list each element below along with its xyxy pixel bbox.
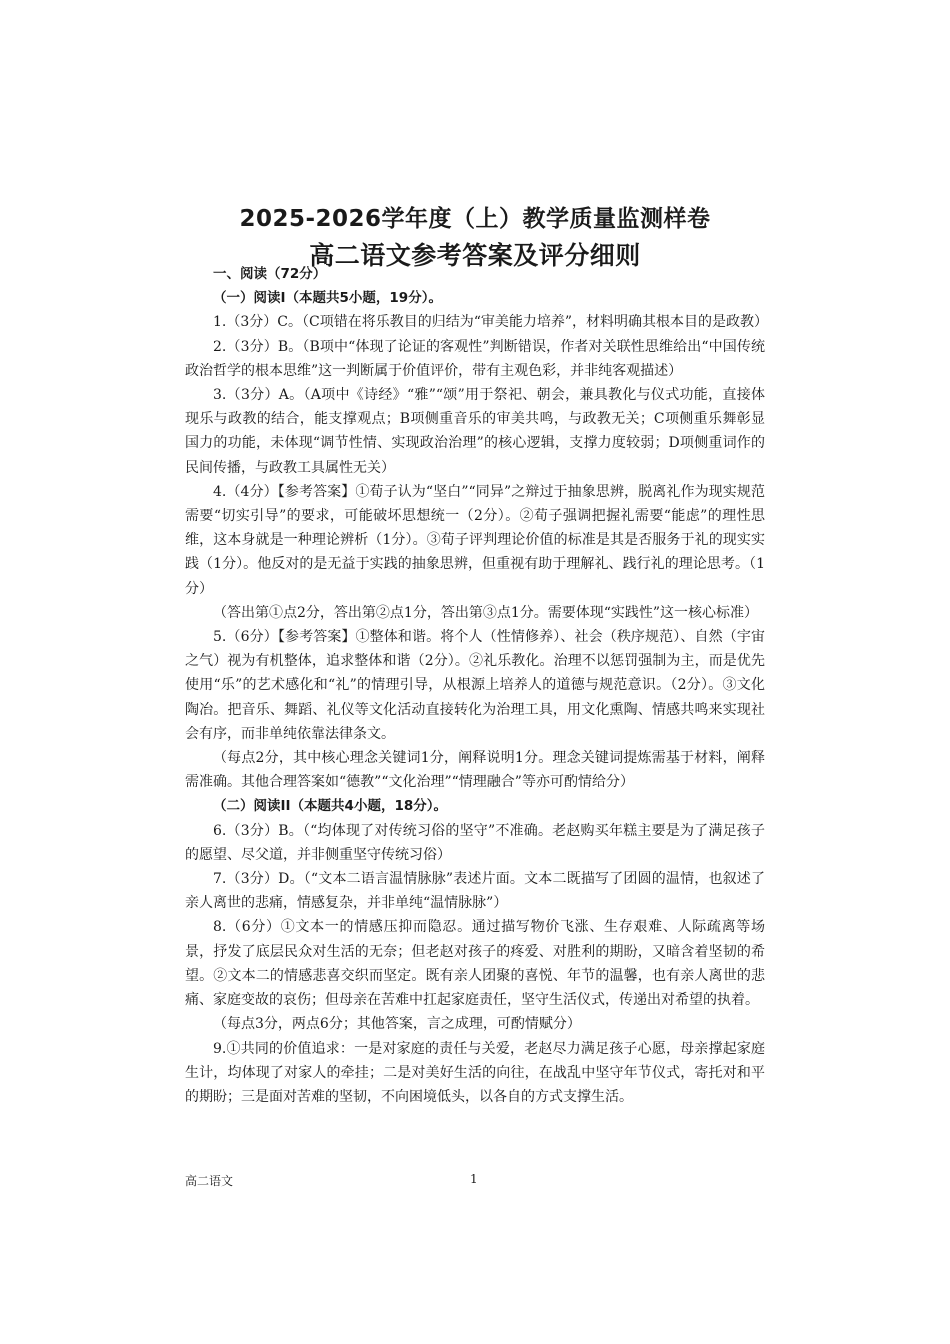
subsection-heading: （一）阅读I（本题共5小题，19分）。 — [213, 290, 442, 307]
answer-paragraph: 1.（3分）C。（C项错在将乐教目的归结为“审美能力培养”，材料明确其根本目的是政教） — [213, 314, 769, 331]
scoring-note: （每点3分，两点6分；其他答案，言之成理，可酌情赋分） — [213, 1016, 581, 1033]
footer-subject: 高二语文 — [185, 1174, 234, 1188]
answer-paragraph: 4.（4分）【参考答案】①荀子认为“坚白”“同异”之辩过于抽象思辨，脱离礼作为现实规范需要“切实引导”的要求，可能破坏思想统一（2分）。②荀子强调把握礼需要“能虑”的理性思维，这本身就是一种理论辨析（1分）。③荀子评判理论价值的标准是其是否服务于礼的现实实践（1分）。他反对的是无益于实践的抽象思辨，但重视有助于理解礼、践行礼的理论思考。（1分） — [185, 483, 765, 597]
answer-paragraph: 9.①共同的价值追求：一是对家庭的责任与关爱，老赵尽力满足孩子心愿，母亲撑起家庭生计，均体现了对家人的牵挂；二是对美好生活的向往，在战乱中坚守年节仪式，寄托对和平的期盼；三是面对苦难的坚韧，不向困境低头，以各自的方式支撑生活。 — [185, 1040, 765, 1105]
answer-paragraph: 5.（6分）【参考答案】①整体和谐。将个人（性情修养）、社会（秩序规范）、自然（宇宙之气）视为有机整体，追求整体和谐（2分）。②礼乐教化。治理不以惩罚强制为主，而是优先使用“乐”的艺术感化和“礼”的情理引导，从根源上培养人的道德与规范意识。（2分）。③文化陶冶。把音乐、舞蹈、礼仪等文化活动直接转化为治理工具，用文化熏陶、情感共鸣来实现社会有序，而非单纯依靠法律条文。 — [185, 629, 765, 742]
answer-paragraph: 7.（3分）D。（“文本二语言温情脉脉”表述片面。文本二既描写了团圆的温情，也叙述了亲人离世的悲痛，情感复杂，并非单纯“温情脉脉”） — [185, 871, 765, 912]
scoring-note: （每点2分，其中核心理念关键词1分，阐释说明1分。理念关键词提炼需基于材料，阐释需准确。其他合理答案如“德教”“文化治理”“情理融合”等亦可酌情给分） — [185, 750, 765, 791]
scoring-note: （答出第①点2分，答出第②点1分，答出第③点1分。需要体现“实践性”这一核心标准） — [213, 604, 759, 621]
document-title: 高二语文参考答案及评分细则 — [309, 241, 641, 270]
answer-paragraph: 2.（3分）B。（B项中“体现了论证的客观性”判断错误，作者对关联性思维给出“中国传统政治哲学的根本思维”这一判断属于价值评价，带有主观色彩，并非纯客观描述） — [185, 338, 765, 379]
answer-paragraph: 8.（6分）①文本一的情感压抑而隐忍。通过描写物价飞涨、生存艰难、人际疏离等场景，抒发了底层民众对生活的无奈；但老赵对孩子的疼爱、对胜利的期盼，又暗含着坚韧的希望。②文本二的情感悲喜交织而坚定。既有亲人团聚的喜悦、年节的温馨，也有亲人离世的悲痛、家庭变故的哀伤；但母亲在苦难中扛起家庭责任，坚守生活仪式，传递出对希望的执着。 — [185, 919, 765, 1009]
section-heading: 一、阅读（72分） — [213, 266, 327, 282]
answer-paragraph: 3.（3分）A。（A项中《诗经》“雅”“颂”用于祭祀、朝会，兼具教化与仪式功能，直接体现乐与政教的结合，能支撑观点；B项侧重音乐的审美共鸣，与政教无关；C项侧重乐舞彰显国力的功能，未体现“调节性情、实现政治治理”的核心逻辑，支撑力度较弱；D项侧重词作的民间传播，与政教工具属性无关） — [185, 387, 765, 476]
page-number: 1 — [470, 1172, 478, 1186]
exam-title: 2025-2026学年度（上）教学质量监测样卷 — [239, 206, 711, 232]
subsection-heading: （二）阅读II（本题共4小题，18分）。 — [213, 798, 447, 815]
answer-body — [185, 262, 769, 1109]
answer-paragraph: 6.（3分）B。（“均体现了对传统习俗的坚守”不准确。老赵购买年糕主要是为了满足孩子的愿望、尽父道，并非侧重坚守传统习俗） — [185, 822, 765, 863]
